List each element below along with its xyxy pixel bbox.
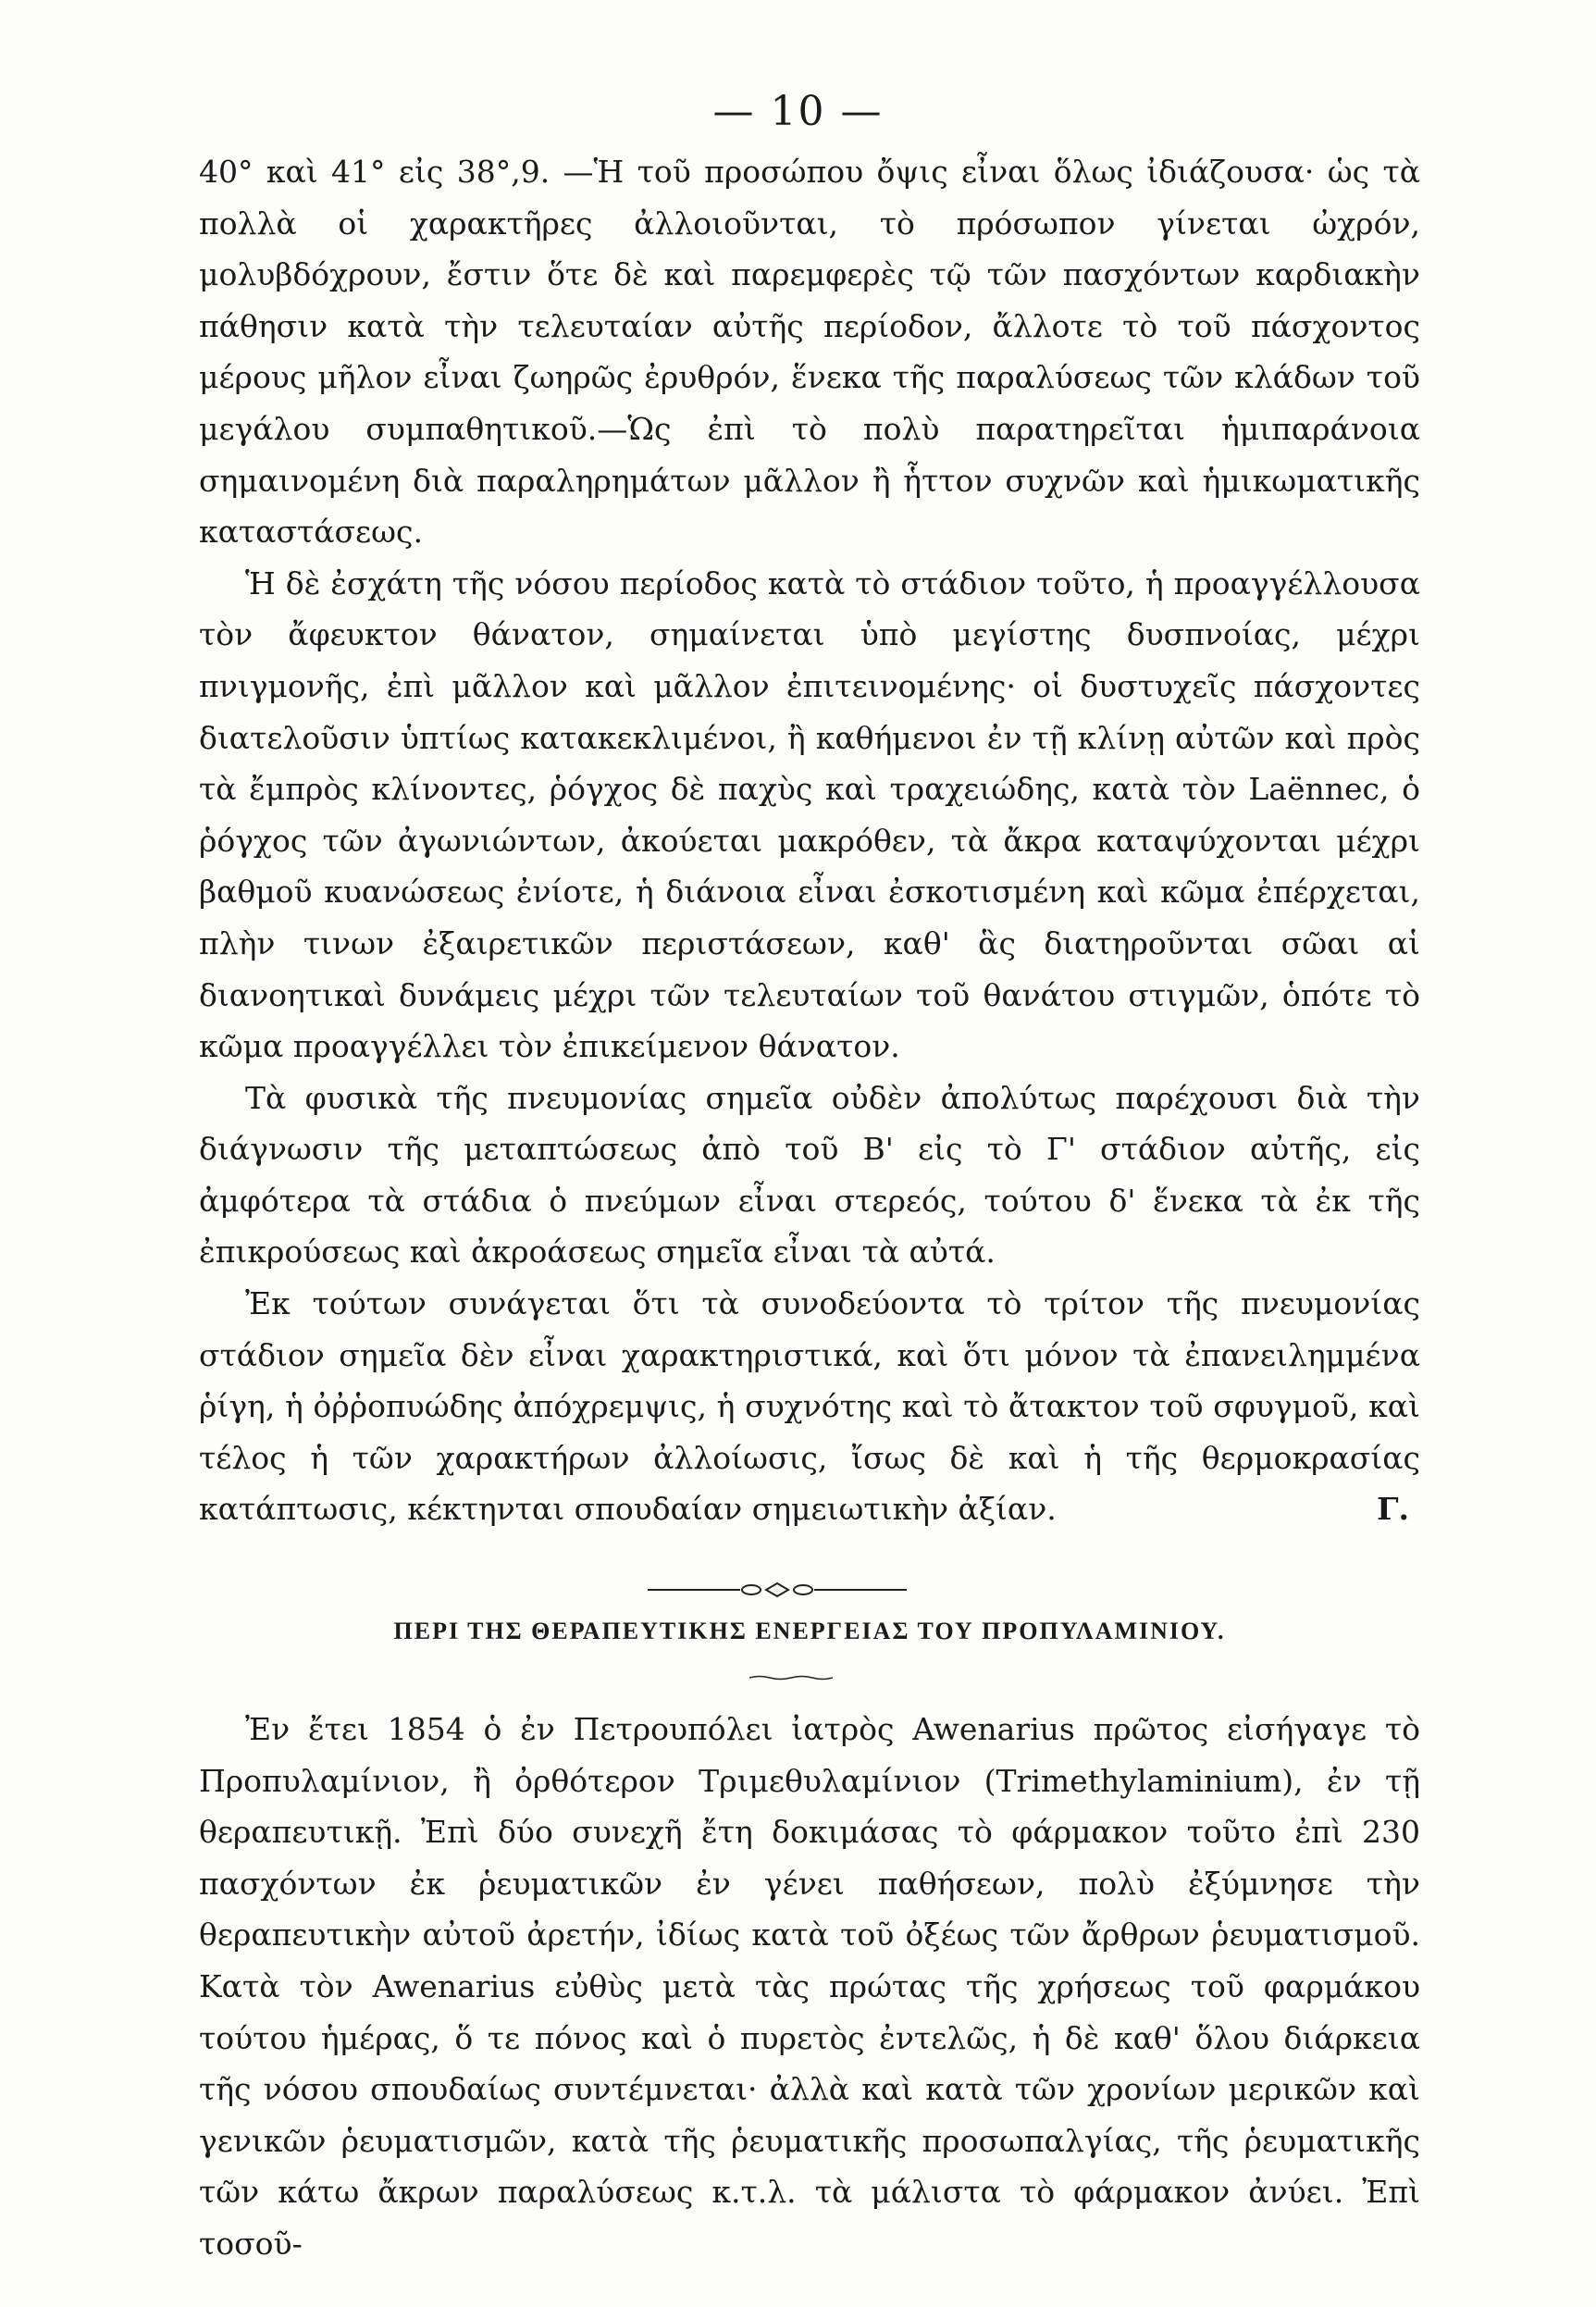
paragraph-4-text: Ἐκ τούτων συνάγεται ὅτι τὰ συνοδεύοντα τὸ τρίτον τῆς πνευμονίας στάδιον σημεῖα δὲν εἶναι χαρακτηριστικά, καὶ ὅτι μόνον τὰ ἐπανειλημμένα ῥίγη, ἡ ὀῤῥοπυώδης ἀπόχρεμψις, ἡ συχνότης καὶ τὸ ἄτακτον τοῦ σφυγμοῦ, καὶ τέλος ἡ τῶν χαρακτήρων ἀλλοίωσις, ἴσως δὲ καὶ ἡ τῆς θερμοκρασίας κατάπτωσις, κέκτηνται σπουδαίαν σημειωτικὴν ἀξίαν. xyxy=(199,1285,1420,1528)
page-number: — 10 — xyxy=(712,88,884,135)
section-heading: ΠΕΡΙ ΤΗΣ ΘΕΡΑΠΕΥΤΙΚΗΣ ΕΝΕΡΓΕΙΑΣ ΤΟΥ ΠΡΟΠΥΛΑΜΙΝΙΟΥ. xyxy=(393,1618,1226,1644)
paragraph-2: Ἡ δὲ ἐσχάτη τῆς νόσου περίοδος κατὰ τὸ στάδιον τοῦτο, ἡ προαγγέλλουσα τὸν ἄφευκτον θάνατον, σημαίνεται ὑπὸ μεγίστης δυσπνοίας, μέχρι πνιγμονῆς, ἐπὶ μᾶλλον καὶ μᾶλλον ἐπιτεινομένης· οἱ δυστυχεῖς πάσχοντες διατελοῦσιν ὑπτίως κατακεκλιμένοι, ἢ καθήμενοι ἐν τῇ κλίνῃ αὐτῶν καὶ πρὸς τὰ ἔμπρὸς κλίνοντες, ῥόγχος δὲ παχὺς καὶ τραχειώδης, κατὰ τὸν Laënnec, ὁ ῥόγχος τῶν ἀγωνιώντων, ἀκούεται μακρόθεν, τὰ ἄκρα καταψύχονται μέχρι βαθμοῦ κυανώσεως ἐνίοτε, ἡ διάνοια εἶναι ἐσκοτισμένη καὶ κῶμα ἐπέρχεται, πλὴν τινων ἐξαιρετικῶν περιστάσεων, καθ' ἃς διατηροῦνται σῶαι αἱ διανοητικαὶ δυνάμεις μέχρι τῶν τελευταίων τοῦ θανάτου στιγμῶν, ὁπότε τὸ κῶμα προαγγέλλει τὸν ἐπικείμενον θάνατον. xyxy=(199,564,1420,1065)
paragraph-1: 40° καὶ 41° εἰς 38°,9. —Ἡ τοῦ προσώπου ὄψις εἶναι ὅλως ἰδιάζουσα· ὡς τὰ πολλὰ οἱ χαρακτῆρες ἀλλοιοῦνται, τὸ πρόσωπον γίνεται ὠχρόν, μολυβδόχρουν, ἔστιν ὅτε δὲ καὶ παρεμφερὲς τῷ τῶν πασχόντων καρδιακὴν πάθησιν κατὰ τὴν τελευταίαν αὐτῆς περίοδον, ἄλλοτε τὸ τοῦ πάσχοντος μέρους μῆλον εἶναι ζωηρῶς ἐρυθρόν, ἕνεκα τῆς παραλύσεως τῶν κλάδων τοῦ μεγάλου συμπαθητικοῦ.—Ὡς ἐπὶ τὸ πολὺ παρατηρεῖται ἡμιπαράνοια σημαινομένη διὰ παραληρημάτων μᾶλλον ἢ ἧττον συχνῶν καὶ ἡμικωματικῆς καταστάσεως. xyxy=(199,154,1420,551)
author-initial: Γ. xyxy=(1377,1491,1409,1528)
paragraph-5: Ἐν ἔτει 1854 ὁ ἐν Πετρουπόλει ἰατρὸς Awenarius πρῶτος εἰσήγαγε τὸ Προπυλαμίνιον, ἢ ὀρθότερον Τριμεθυλαμίνιον (Trimethylaminium), ἐν τῇ θεραπευτικῇ. Ἐπὶ δύο συνεχῆ ἔτη δοκιμάσας τὸ φάρμακον τοῦτο ἐπὶ 230 πασχόντων ἐκ ῥευματικῶν ἐν γένει παθήσεων, πολὺ ἐξύμνησε τὴν θεραπευτικὴν αὐτοῦ ἀρετήν, ἰδίως κατὰ τοῦ ὀξέως τῶν ἄρθρων ῥευματισμοῦ. Κατὰ τὸν Awenarius εὐθὺς μετὰ τὰς πρώτας τῆς χρήσεως τοῦ φαρμάκου τούτου ἡμέρας, ὅ τε πόνος καὶ ὁ πυρετὸς ἐντελῶς, ἡ δὲ καθ' ὅλου διάρκεια τῆς νόσου σπουδαίως συντέμνεται· ἀλλὰ καὶ κατὰ τῶν χρονίων μερικῶν καὶ γενικῶν ῥευματισμῶν, κατὰ τῆς ῥευματικῆς προσωπαλγίας, τῆς ῥευματικῆς τῶν κάτω ἄκρων παραλύσεως κ.τ.λ. τὰ μάλιστα τὸ φάρμακον ἀνύει. Ἐπὶ τοσοῦ- xyxy=(199,1711,1420,2262)
ornamental-divider xyxy=(648,1581,907,1599)
paragraph-4 xyxy=(199,1278,1420,1535)
heading-underline xyxy=(749,1675,833,1681)
bottom-section xyxy=(199,1704,1420,2270)
paragraph-3: Τὰ φυσικὰ τῆς πνευμονίας σημεῖα οὐδὲν ἀπολύτως παρέχουσι διὰ τὴν διάγνωσιν τῆς μεταπτώσεως ἀπὸ τοῦ Β' εἰς τὸ Γ' στάδιον αὐτῆς, εἰς ἀμφότερα τὰ στάδια ὁ πνεύμων εἶναι στερεός, τούτου δ' ἕνεκα τὰ ἐκ τῆς ἐπικρούσεως καὶ ἀκροάσεως σημεῖα εἶναι τὰ αὐτά. xyxy=(199,1079,1420,1271)
top-section xyxy=(199,146,1420,1535)
